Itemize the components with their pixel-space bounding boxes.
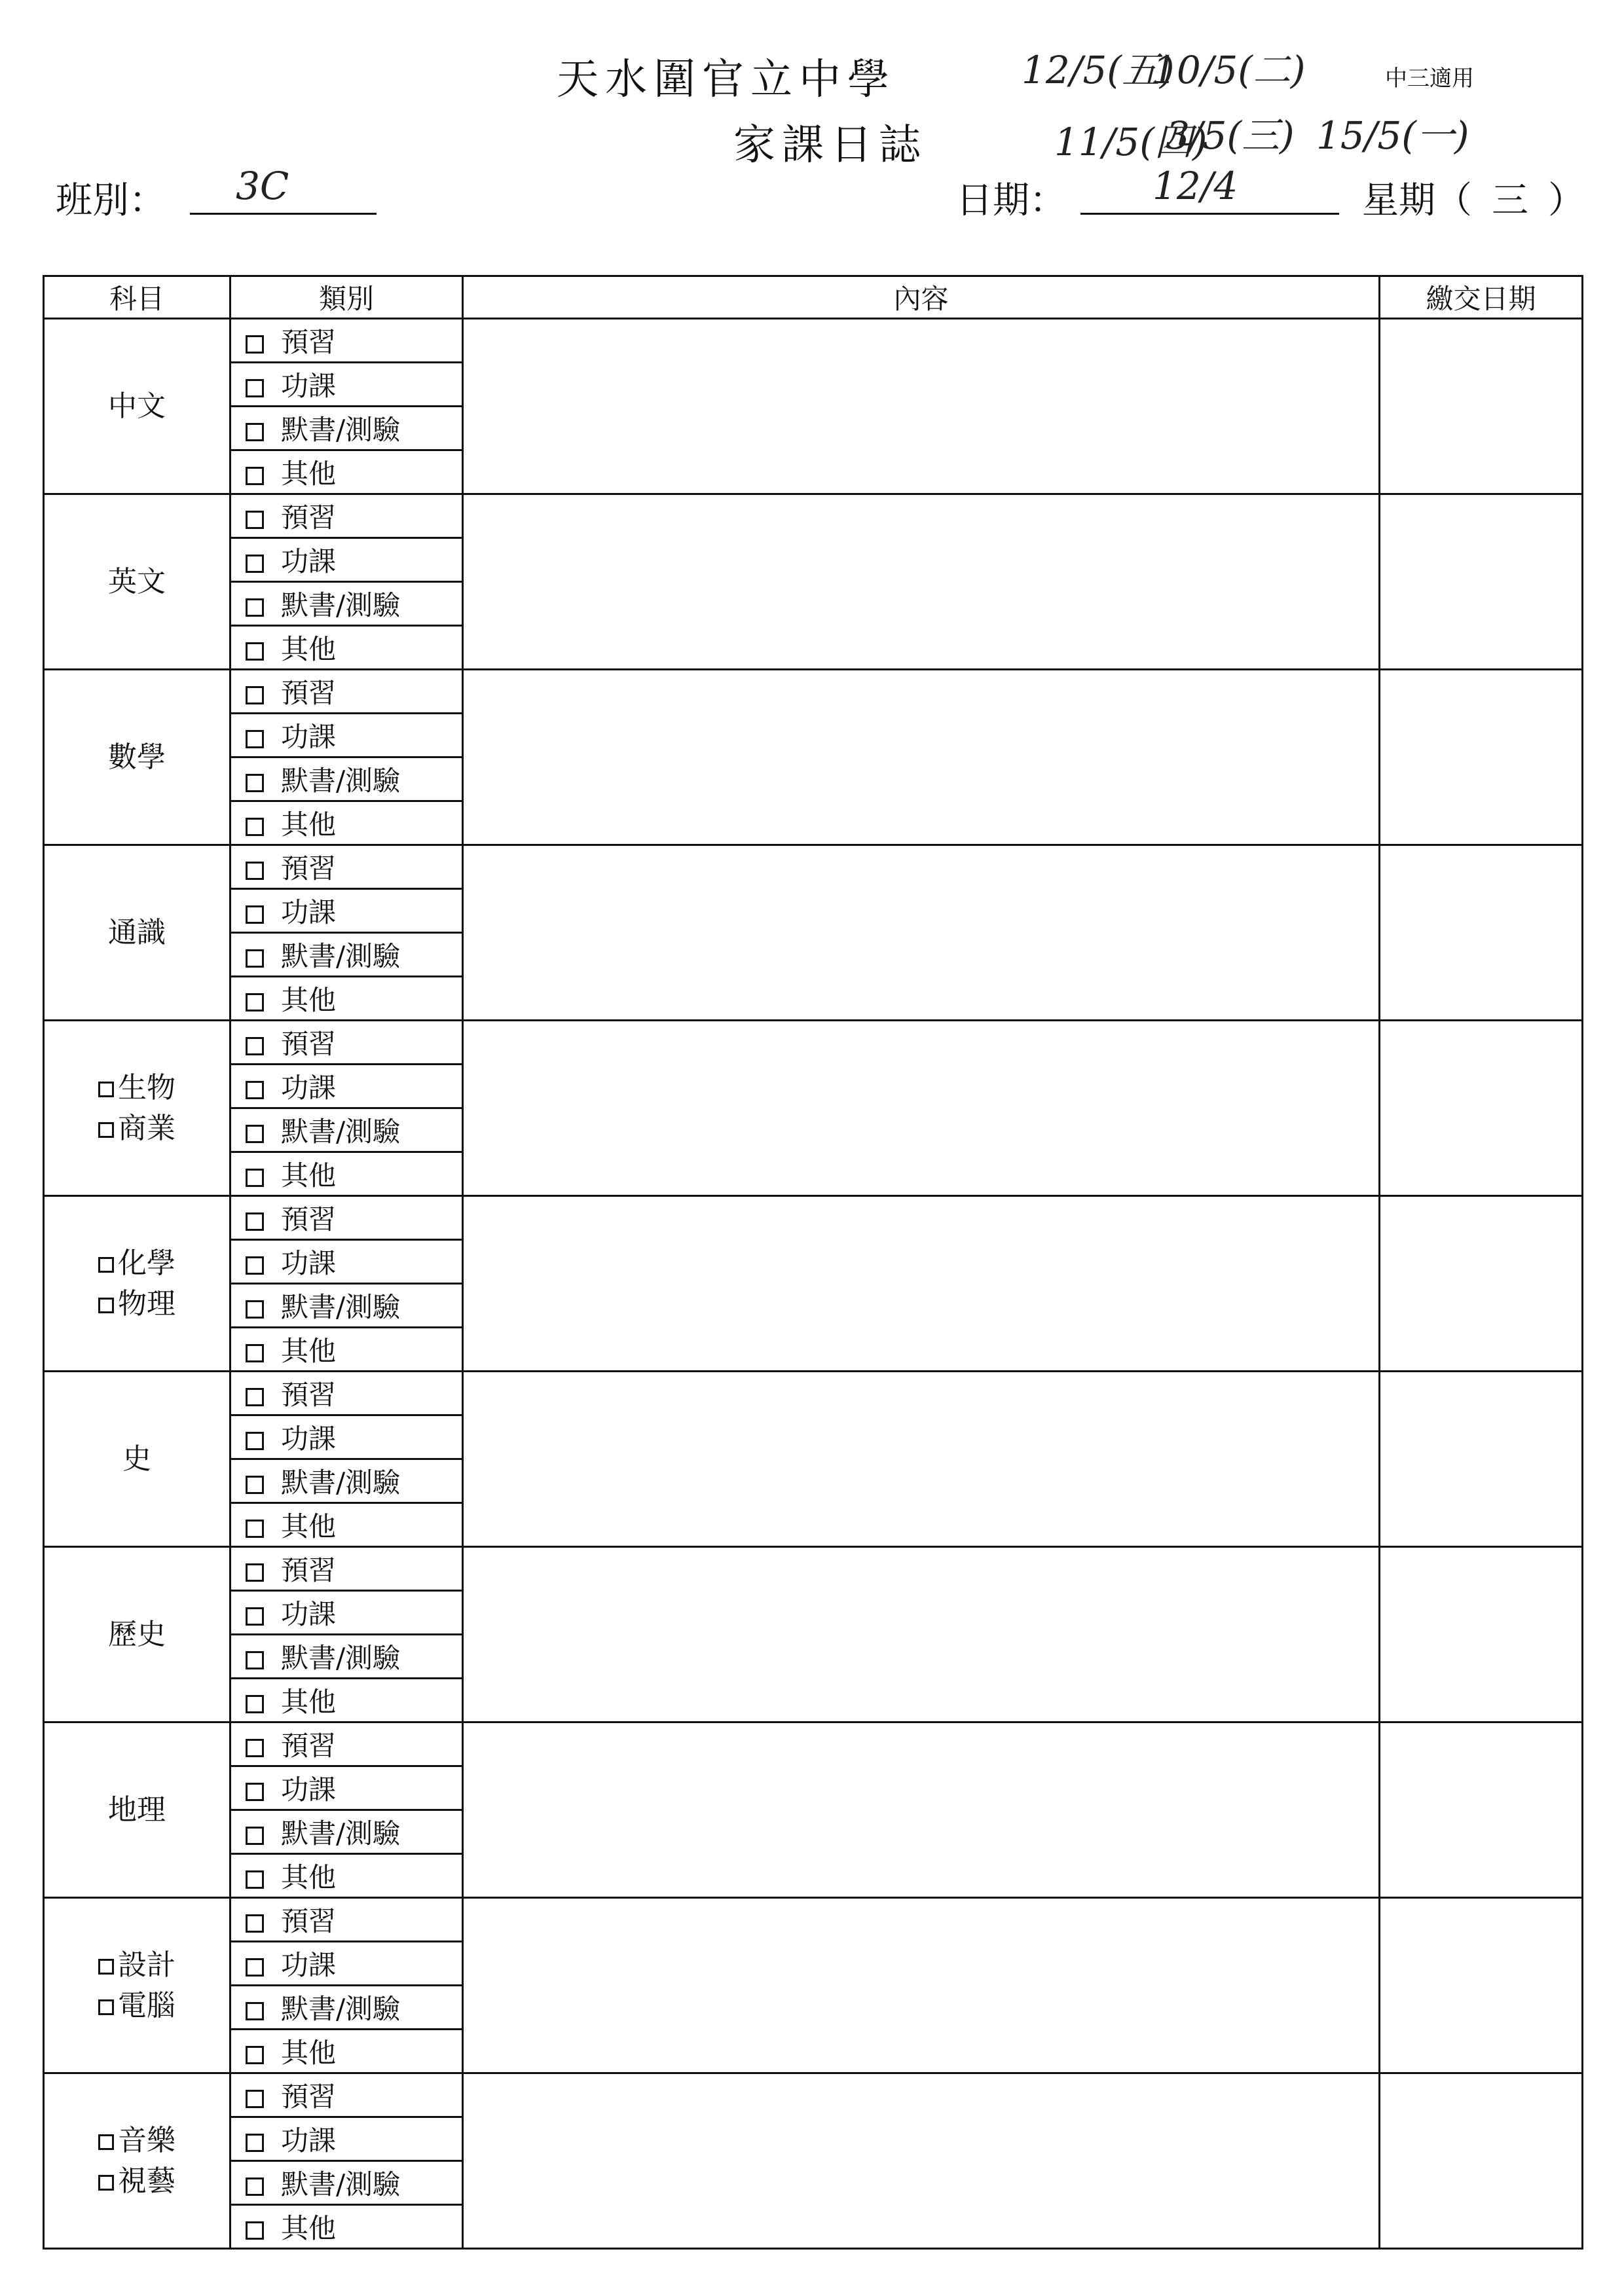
- subject-line: [45, 1986, 229, 2026]
- category-label: 功課: [281, 1949, 337, 1981]
- category-label: 默書/測驗: [281, 1467, 401, 1499]
- table-row: [44, 1722, 1583, 1766]
- subject-line: [45, 1614, 229, 1655]
- category-checkbox[interactable]: [246, 818, 264, 836]
- subject-line: [45, 1068, 229, 1108]
- category-label: 預習: [281, 852, 337, 884]
- category-cell: [231, 1810, 463, 1854]
- category-checkbox[interactable]: [246, 1476, 264, 1494]
- category-cell: [231, 1152, 463, 1196]
- table-row: [44, 1547, 1583, 1591]
- class-label: 班別：: [56, 179, 166, 222]
- subject-cell: [44, 494, 231, 670]
- subject-checkbox[interactable]: [98, 1298, 114, 1313]
- subject-cell: [44, 1898, 231, 2073]
- category-label: 默書/測驗: [281, 1116, 401, 1148]
- category-label: 預習: [281, 1554, 337, 1586]
- category-cell: [231, 1635, 463, 1679]
- subject-label: 史: [122, 1442, 151, 1476]
- weekday-label: 星期（ 三 ）: [1362, 179, 1585, 222]
- category-label: 其他: [281, 1335, 337, 1367]
- category-checkbox[interactable]: [246, 511, 264, 529]
- subject-line: [45, 2121, 229, 2161]
- category-label: 默書/測驗: [281, 1291, 401, 1323]
- category-checkbox[interactable]: [246, 730, 264, 748]
- content-cell[interactable]: [463, 845, 1380, 1021]
- category-label: 默書/測驗: [281, 589, 401, 621]
- category-cell: [231, 2117, 463, 2161]
- date-underline: [1080, 213, 1339, 215]
- category-label: 功課: [281, 1247, 337, 1279]
- category-label: 功課: [281, 545, 337, 577]
- subject-cell: [44, 319, 231, 494]
- category-label: 預習: [281, 1379, 337, 1411]
- category-label: 默書/測驗: [281, 1817, 401, 1850]
- category-label: 其他: [281, 2037, 337, 2069]
- category-label: 預習: [281, 326, 337, 358]
- school-name: 天水圍官立中學: [557, 56, 896, 104]
- subject-cell: [44, 1372, 231, 1547]
- category-cell: [231, 757, 463, 801]
- category-cell: [231, 582, 463, 626]
- subject-cell: [44, 1547, 231, 1722]
- subject-cell: [44, 1196, 231, 1372]
- subject-label: 歷史: [108, 1617, 166, 1651]
- category-checkbox[interactable]: [246, 1037, 264, 1055]
- handwritten-date-5: 15/5(一): [1316, 113, 1469, 158]
- content-cell[interactable]: [463, 1372, 1380, 1547]
- category-cell: [231, 1766, 463, 1810]
- category-checkbox[interactable]: [246, 1432, 264, 1450]
- category-checkbox[interactable]: [246, 2090, 264, 2108]
- category-checkbox[interactable]: [246, 379, 264, 397]
- category-label: 功課: [281, 370, 337, 402]
- table-row: [44, 1196, 1583, 1240]
- category-label: 預習: [281, 1028, 337, 1060]
- subject-label: 視藝: [118, 2164, 175, 2198]
- subject-label: 物理: [118, 1286, 175, 1321]
- category-cell: [231, 538, 463, 582]
- category-checkbox[interactable]: [246, 1739, 264, 1757]
- class-value: 3C: [236, 164, 289, 208]
- category-label: 功課: [281, 1774, 337, 1806]
- category-cell: [231, 1986, 463, 2030]
- category-cell: [231, 933, 463, 977]
- category-checkbox[interactable]: [246, 2046, 264, 2064]
- subject-line: [45, 386, 229, 427]
- category-label: 其他: [281, 633, 337, 665]
- category-label: 功課: [281, 721, 337, 753]
- subject-checkbox[interactable]: [98, 1082, 114, 1097]
- handwritten-date-4: 3/5(三): [1166, 113, 1295, 158]
- category-label: 默書/測驗: [281, 414, 401, 446]
- subject-label: 英文: [108, 564, 166, 598]
- category-cell: [231, 1547, 463, 1591]
- category-checkbox[interactable]: [246, 1256, 264, 1275]
- category-checkbox[interactable]: [246, 1081, 264, 1099]
- subject-label: 商業: [118, 1111, 175, 1145]
- category-label: 預習: [281, 677, 337, 709]
- category-cell: [231, 626, 463, 670]
- category-label: 預習: [281, 1203, 337, 1235]
- category-checkbox[interactable]: [246, 335, 264, 354]
- category-cell: [231, 1372, 463, 1415]
- header-due-date: 繳交日期: [1380, 276, 1583, 319]
- category-label: 預習: [281, 1905, 337, 1937]
- category-label: 功課: [281, 896, 337, 928]
- category-cell: [231, 1108, 463, 1152]
- category-cell: [231, 494, 463, 538]
- subject-label: 電腦: [118, 1988, 175, 2022]
- category-label: 其他: [281, 809, 337, 841]
- category-cell: [231, 1679, 463, 1722]
- category-checkbox[interactable]: [246, 1125, 264, 1143]
- weekday-value: 三: [1492, 179, 1528, 222]
- category-checkbox[interactable]: [246, 949, 264, 968]
- category-label: 默書/測驗: [281, 1642, 401, 1674]
- category-cell: [231, 407, 463, 450]
- due-date-cell[interactable]: [1380, 319, 1583, 494]
- due-date-cell[interactable]: [1380, 494, 1583, 670]
- subject-label: 中文: [108, 389, 166, 423]
- category-label: 默書/測驗: [281, 2168, 401, 2200]
- subject-line: [45, 1945, 229, 1986]
- handwritten-date-3: 11/5(四): [1054, 120, 1208, 164]
- category-label: 預習: [281, 1730, 337, 1762]
- category-cell: [231, 1722, 463, 1766]
- subject-cell: [44, 1722, 231, 1898]
- due-date-cell[interactable]: [1380, 1722, 1583, 1898]
- table-row: [44, 845, 1583, 889]
- category-checkbox[interactable]: [246, 2221, 264, 2240]
- header-subject: 科目: [44, 276, 231, 319]
- header-category: 類別: [231, 276, 463, 319]
- category-checkbox[interactable]: [246, 1344, 264, 1362]
- form-note: 中三適用: [1385, 65, 1474, 92]
- due-date-cell[interactable]: [1380, 1898, 1583, 2073]
- content-cell[interactable]: [463, 319, 1380, 494]
- content-cell[interactable]: [463, 670, 1380, 845]
- due-date-cell[interactable]: [1380, 845, 1583, 1021]
- category-checkbox[interactable]: [246, 1300, 264, 1319]
- category-checkbox[interactable]: [246, 993, 264, 1011]
- content-cell[interactable]: [463, 2073, 1380, 2249]
- category-cell: [231, 1854, 463, 1898]
- category-cell: [231, 1459, 463, 1503]
- subject-line: [45, 1243, 229, 1284]
- category-checkbox[interactable]: [246, 2134, 264, 2152]
- table-row: [44, 670, 1583, 714]
- category-cell: [231, 1021, 463, 1065]
- category-cell: [231, 2161, 463, 2205]
- subject-label: 數學: [108, 740, 166, 774]
- table-row: [44, 1898, 1583, 1942]
- subject-line: [45, 562, 229, 602]
- content-cell[interactable]: [463, 1196, 1380, 1372]
- subject-checkbox[interactable]: [98, 1257, 114, 1273]
- category-cell: [231, 319, 463, 363]
- category-checkbox[interactable]: [246, 862, 264, 880]
- category-cell: [231, 1942, 463, 1986]
- category-label: 默書/測驗: [281, 1993, 401, 2025]
- subject-line: [45, 1108, 229, 1149]
- category-label: 其他: [281, 1686, 337, 1718]
- category-checkbox[interactable]: [246, 1607, 264, 1626]
- category-label: 功課: [281, 1072, 337, 1104]
- category-cell: [231, 2073, 463, 2117]
- category-checkbox[interactable]: [246, 598, 264, 617]
- content-cell[interactable]: [463, 494, 1380, 670]
- category-cell: [231, 714, 463, 757]
- category-checkbox[interactable]: [246, 1520, 264, 1538]
- due-date-cell[interactable]: [1380, 2073, 1583, 2249]
- category-checkbox[interactable]: [246, 1914, 264, 1933]
- category-label: 功課: [281, 2124, 337, 2157]
- category-checkbox[interactable]: [246, 905, 264, 924]
- homework-table: [43, 275, 1583, 2250]
- category-label: 功課: [281, 1423, 337, 1455]
- category-checkbox[interactable]: [246, 1958, 264, 1977]
- category-checkbox[interactable]: [246, 1212, 264, 1231]
- content-cell[interactable]: [463, 1021, 1380, 1196]
- category-checkbox[interactable]: [246, 2002, 264, 2020]
- content-cell[interactable]: [463, 1547, 1380, 1722]
- category-cell: [231, 1196, 463, 1240]
- class-underline: [190, 213, 377, 215]
- subject-line: [45, 2161, 229, 2202]
- content-cell[interactable]: [463, 1898, 1380, 2073]
- category-checkbox[interactable]: [246, 1695, 264, 1713]
- category-checkbox[interactable]: [246, 2178, 264, 2196]
- category-label: 其他: [281, 984, 337, 1016]
- subject-line: [45, 1790, 229, 1831]
- category-cell: [231, 801, 463, 845]
- category-checkbox[interactable]: [246, 555, 264, 573]
- category-label: 其他: [281, 1159, 337, 1192]
- table-header-row: [44, 276, 1583, 319]
- category-label: 其他: [281, 1510, 337, 1542]
- subject-line: [45, 913, 229, 953]
- date-value: 12/4: [1153, 164, 1238, 208]
- category-label: 預習: [281, 501, 337, 534]
- category-label: 其他: [281, 2212, 337, 2244]
- category-cell: [231, 1503, 463, 1547]
- category-checkbox[interactable]: [246, 1169, 264, 1187]
- category-checkbox[interactable]: [246, 1388, 264, 1406]
- due-date-cell[interactable]: [1380, 1021, 1583, 1196]
- category-cell: [231, 2030, 463, 2073]
- due-date-cell[interactable]: [1380, 1547, 1583, 1722]
- due-date-cell[interactable]: [1380, 1196, 1583, 1372]
- category-checkbox[interactable]: [246, 686, 264, 704]
- subject-line: [45, 737, 229, 778]
- subject-label: 音樂: [118, 2123, 175, 2157]
- handwritten-date-2: 10/5(二): [1153, 48, 1306, 92]
- subject-cell: [44, 670, 231, 845]
- category-label: 默書/測驗: [281, 765, 401, 797]
- subject-label: 地理: [108, 1793, 166, 1827]
- category-checkbox[interactable]: [246, 642, 264, 661]
- category-cell: [231, 2205, 463, 2249]
- subject-checkbox[interactable]: [98, 1122, 114, 1138]
- content-cell[interactable]: [463, 1722, 1380, 1898]
- subject-label: 生物: [118, 1070, 175, 1104]
- category-cell: [231, 1591, 463, 1635]
- subject-label: 化學: [118, 1246, 175, 1280]
- table-row: [44, 319, 1583, 363]
- category-checkbox[interactable]: [246, 1563, 264, 1582]
- date-label: 日期：: [956, 179, 1066, 222]
- category-cell: [231, 1328, 463, 1372]
- category-checkbox[interactable]: [246, 423, 264, 441]
- category-checkbox[interactable]: [246, 1783, 264, 1801]
- category-label: 功課: [281, 1598, 337, 1630]
- category-cell: [231, 1898, 463, 1942]
- header-content: 內容: [463, 276, 1380, 319]
- table-row: [44, 1372, 1583, 1415]
- category-label: 其他: [281, 1861, 337, 1893]
- subject-label: 設計: [118, 1948, 175, 1982]
- subject-label: 通識: [108, 915, 166, 949]
- category-cell: [231, 977, 463, 1021]
- due-date-cell[interactable]: [1380, 1372, 1583, 1547]
- category-label: 其他: [281, 458, 337, 490]
- category-checkbox[interactable]: [246, 1651, 264, 1669]
- subject-line: [45, 1284, 229, 1324]
- diary-title: 家課日誌: [733, 121, 927, 170]
- category-cell: [231, 1065, 463, 1108]
- table-row: [44, 2073, 1583, 2117]
- due-date-cell[interactable]: [1380, 670, 1583, 845]
- category-cell: [231, 1415, 463, 1459]
- category-checkbox[interactable]: [246, 1870, 264, 1889]
- subject-checkbox[interactable]: [98, 2134, 114, 2150]
- subject-checkbox[interactable]: [98, 1959, 114, 1975]
- category-cell: [231, 845, 463, 889]
- category-cell: [231, 1284, 463, 1328]
- category-label: 默書/測驗: [281, 940, 401, 972]
- category-checkbox[interactable]: [246, 774, 264, 792]
- category-cell: [231, 450, 463, 494]
- subject-cell: [44, 2073, 231, 2249]
- category-checkbox[interactable]: [246, 467, 264, 485]
- handwritten-date-1: 12/5(五): [1022, 48, 1175, 92]
- table-row: [44, 494, 1583, 538]
- table-row: [44, 1021, 1583, 1065]
- subject-cell: [44, 845, 231, 1021]
- category-cell: [231, 363, 463, 407]
- subject-checkbox[interactable]: [98, 1999, 114, 2015]
- subject-checkbox[interactable]: [98, 2175, 114, 2191]
- category-cell: [231, 889, 463, 933]
- category-cell: [231, 670, 463, 714]
- subject-cell: [44, 1021, 231, 1196]
- subject-line: [45, 1439, 229, 1480]
- category-checkbox[interactable]: [246, 1827, 264, 1845]
- category-cell: [231, 1240, 463, 1284]
- category-label: 預習: [281, 2081, 337, 2113]
